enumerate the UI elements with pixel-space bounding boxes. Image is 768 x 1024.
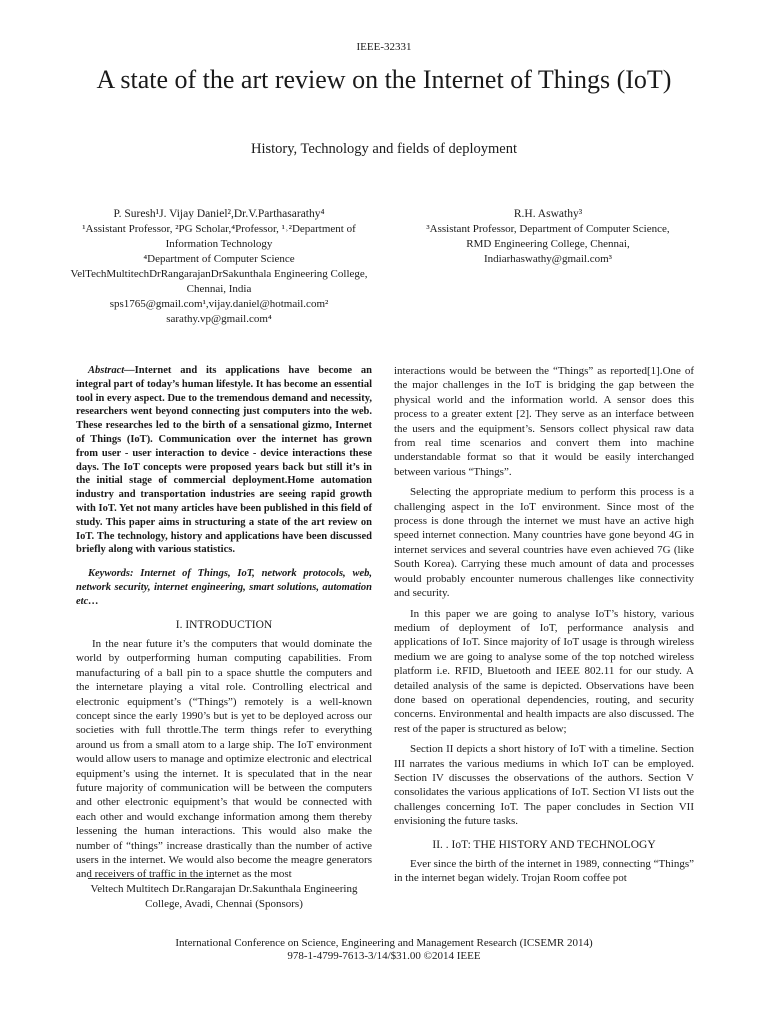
paper-code: IEEE-32331 xyxy=(356,41,412,53)
author-affiliation: RMD Engineering College, Chennai, xyxy=(466,238,630,250)
author-affiliation: ⁴Department of Computer Science xyxy=(143,253,295,265)
paragraph: Section II depicts a short history of IoT with a timeline. Section III narrates the various mediums in which IoT can be employed. Section IV discusses the observations of the authors. Section V consolidates the various applications of IoT. Section VI lists out the challenges concerning IoT. The paper concludes in Section VII envisioning the future tasks. xyxy=(394,743,694,828)
abstract-lead: Abstract— xyxy=(88,365,135,376)
author-affiliation: VelTechMultitechDrRangarajanDrSakunthala Engineering College, Chennai, India xyxy=(70,268,368,295)
paper-title: A state of the art review on the Internet of Things (IoT) xyxy=(96,65,672,94)
abstract-text: Internet and its applications have become an integral part of today’s human lifestyle. It has become an essential tool in every aspect. Due to the tremendous demand and necessity, researchers went beyond connecting just computers into the web. These researches led to the birth of a sensational gizmo, Internet of Things (IoT). Communication over the internet has grown from user - user interaction to device - device interactions these days. The IoT concepts were proposed years back but still it’s in the initial stage of commercial deployment.Home automation industry and transportation industries are seeing rapid growth with IoT. Yet not many articles have been published in this field of study. This paper aims in structuring a state of the art review on IoT. The technology, history and applications have been discussed briefly along with various statistics. xyxy=(76,365,372,556)
author-affiliation: ³Assistant Professor, Department of Computer Science, xyxy=(426,223,670,235)
section-heading: I. INTRODUCTION xyxy=(175,618,273,631)
paper-subtitle: History, Technology and fields of deployment xyxy=(251,141,517,157)
conference-line: International Conference on Science, Engineering and Management Research (ICSEMR 2014) xyxy=(175,937,593,949)
footnote-divider xyxy=(88,878,214,879)
author-emails: sarathy.vp@gmail.com⁴ xyxy=(166,313,272,325)
paragraph: In the near future it’s the computers that would dominate the world by outperforming human computing capabilities. From manufacturing of a ball pin to a space shuttle the computers and the internetare playing a vital role. Controlling electrical and electronic equipment’s (“Things”) remotely is a well-known concept since the early 1990’s but is yet to be deployed across our societies with full throttle.The term things refer to everything around us from a small atom to a large ship. The IoT environment would allow users to manage and optimize electronic and electrical equipment’s using the internet. It is speculated that in the near future majority of communication will be between the computers and other electronic equipment’s that would be connected with each other and would exchange information among them thereby lessening the human interactions. This would also make the number of “things” increase drastically than the number of active users in the internet. We would also become the meagre generators and receivers of traffic in the internet as the most xyxy=(76,637,372,881)
paragraph: Ever since the birth of the internet in 1989, connecting “Things” in the internet began widely. Trojan Room coffee pot xyxy=(394,858,694,885)
paragraph: interactions would be between the “Things” as reported[1].One of the major challenges in the IoT is bridging the gap between the physical world and the information world. A sensor does this process to a greater extent [2]. They serve as an interface between the users and the equipment’s. Sensors collect physical raw data from real time scenarios and convert them into machine understandable format so that it would be easily interchanged between various “Things”. xyxy=(394,365,694,478)
keywords: Keywords: Internet of Things, IoT, network protocols, web, network security, internet engineering, smart solutions, automation etc… xyxy=(76,568,372,607)
page-footer xyxy=(0,937,768,963)
paragraph: Selecting the appropriate medium to perform this process is a challenging aspect in the IoT environment. Since most of the process is done through the internet we must have an active high speed internet connection. Many countries have gone beyond 4G in internet services and several countries have even achieved 7G (like South Korea). Carrying these much amount of data and processes would probably encounter numerous challenges like connectivity and security. xyxy=(394,486,694,600)
author-email: Indiarhaswathy@gmail.com³ xyxy=(484,253,612,265)
footnote: Veltech Multitech Dr.Rangarajan Dr.Sakunthala Engineering College, Avadi, Chennai (Sponsors) xyxy=(90,883,358,910)
author-names: R.H. Aswathy³ xyxy=(513,208,583,220)
author-block-right xyxy=(398,207,698,267)
author-emails: sps1765@gmail.com¹,vijay.daniel@hotmail.com² xyxy=(109,298,329,310)
author-block-left xyxy=(60,207,378,327)
section-heading: II. . IoT: THE HISTORY AND TECHNOLOGY xyxy=(432,838,656,851)
abstract xyxy=(76,364,372,557)
author-names: P. Suresh¹J. Vijay Daniel²,Dr.V.Parthasarathy⁴ xyxy=(113,208,325,220)
isbn-line: 978-1-4799-7613-3/14/$31.00 ©2014 IEEE xyxy=(287,950,481,962)
paragraph: In this paper we are going to analyse IoT’s history, various medium of deployment of IoT, performance analysis and applications of IoT. Since majority of IoT usage is through wireless medium we are going to analyse some of the top notched wireless platform i.e. RFID, Bluetooth and IEEE 802.11 for our study. A detailed analysis of the same is depicted. Observations have been done based on operational dependencies, routing, and security concerns. Environmental and health impacts are also discussed. The rest of the paper is structured as below; xyxy=(394,607,694,735)
author-affiliation: ¹Assistant Professor, ²PG Scholar,⁴Professor, ¹˒²Department of Information Technology xyxy=(82,223,356,250)
right-column xyxy=(394,364,694,886)
left-column xyxy=(76,364,372,882)
